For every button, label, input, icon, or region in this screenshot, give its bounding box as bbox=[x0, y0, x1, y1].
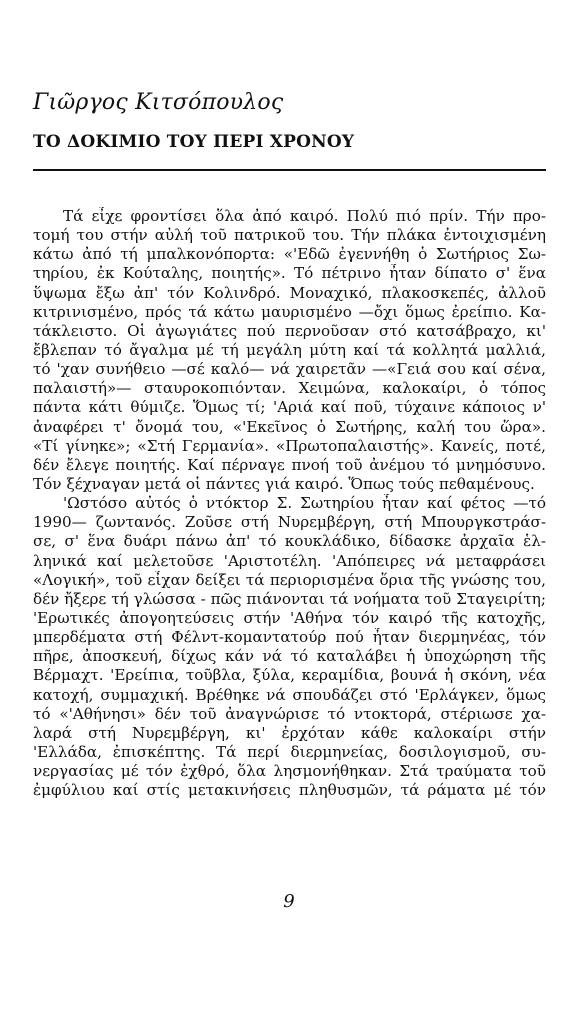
text-line: «Τί γίνηκε»; «Στή Γερμανία». «Πρωτοπαλαιστής». Κανείς, ποτέ, bbox=[33, 436, 546, 455]
text-line: Τόν ξέχναγαν μετά οἱ πάντες γιά καιρό. Ὅπως τούς πεθαμένους. bbox=[33, 474, 535, 493]
title-divider bbox=[33, 169, 546, 171]
text-line: «Λογική», τοῦ εἶχαν δείξει τά περιορισμένα ὅρια τῆς γνώσης του, bbox=[33, 570, 546, 589]
text-line: δέν ἔλεγε ποιητής. Καί πέρναγε πνοή τοῦ ἀνέμου τό μνημόσυνο. bbox=[33, 455, 546, 474]
text-line: Τά εἶχε φροντίσει ὅλα ἀπό καιρό. Πολύ πιό πρίν. Τήν προ- bbox=[63, 207, 546, 225]
text-line: 'Ερωτικές ἀπογοητεύσεις στήν 'Αθήνα τόν καιρό τῆς κατοχῆς, bbox=[33, 608, 546, 627]
text-line: 1990— ζωντανός. Ζοῦσε στή Νυρεμβέργη, στή Μπουργκστράσ- bbox=[33, 513, 546, 532]
text-line: δέν ἤξερε τή γλώσσα - πῶς πιάνονται τά νοήματα τοῦ Σταγειρίτη; bbox=[33, 589, 546, 608]
text-line: ἀναφέρει τ' ὄνομά του, «'Εκεῖνος ὁ Σωτήρης, καλή του ὥρα». bbox=[33, 417, 546, 436]
body-text bbox=[33, 207, 546, 800]
text-line: 'Ωστόσο αὐτός ὁ ντόκτορ Σ. Σωτηρίου ἦταν καί φέτος —τό bbox=[63, 494, 546, 513]
text-line: ληνικά καί μελετοῦσε 'Αριστοτέλη. 'Απόπειρες νά μεταφράσει bbox=[33, 551, 546, 570]
text-line: τηρίου, ἐκ Κούταλης, ποιητής». Τό πέτρινο ἦταν δίπατο σ' ἕνα bbox=[33, 264, 546, 283]
text-line: ἔβλεπαν τό ἄγαλμα μέ τή μεγάλη μύτη καί τά κολλητά μαλλιά, bbox=[33, 340, 546, 359]
page-number: 9 bbox=[283, 891, 295, 912]
text-line: πάντα κάτι θύμιζε. Ὅμως τί; 'Αριά καί ποῦ, τύχαινε κάποιος ν' bbox=[33, 398, 546, 417]
text-line: λαρά στή Νυρεμβέργη, κι' ἐρχόταν κάθε καλοκαίρι στήν bbox=[33, 723, 546, 742]
text-line: τό 'χαν συνήθειο —σέ καλό— νά χαιρετᾶν —«Γειά σου καί σένα, bbox=[33, 360, 546, 379]
text-line: κιτρινισμένο, πρός τά κάτω μαυρισμένο —ὄχι ὅμως ἐρείπιο. Κα- bbox=[33, 302, 546, 321]
text-line: σε, σ' ἕνα δυάρι πάνω ἀπ' τό κουκλάδικο, δίδασκε ἀρχαῖα ἑλ- bbox=[33, 532, 546, 551]
text-line: πῆρε, ἀποσκευή, δίχως κάν νά τό καταλάβει ἡ ὑποχώρηση τῆς bbox=[33, 647, 546, 666]
text-line: μπερδέματα στή Φέλντ-κομαντατούρ πού ἦταν διερμηνέας, τόν bbox=[33, 628, 546, 647]
text-line: τάκλειστο. Οἱ ἀγωγιάτες πού περνοῦσαν στό κατσάβραχο, κι' bbox=[33, 321, 546, 340]
text-line: παλαιστή»— σταυροκοπιόνταν. Χειμώνα, καλοκαίρι, ὁ τόπος bbox=[33, 379, 546, 398]
chapter-title: ΤΟ ΔΟΚΙΜΙΟ ΤΟΥ ΠΕΡΙ ΧΡΟΝΟΥ bbox=[33, 132, 355, 152]
text-line: τομή του στήν αὐλή τοῦ πατρικοῦ του. Τήν πλάκα ἐντοιχισμένη bbox=[33, 226, 546, 245]
text-line: 'Ελλάδα, ἐπισκέπτης. Τά περί διερμηνείας, δοσιλογισμοῦ, συ- bbox=[33, 742, 546, 761]
text-line: ὕψωμα ἔξω ἀπ' τόν Κολινδρό. Μοναχικό, πλακοσκεπές, ἀλλοῦ bbox=[33, 283, 546, 302]
text-line: ἐμφύλιου καί στίς μετακινήσεις πληθυσμῶν, τά ράματα μέ τόν bbox=[33, 781, 546, 800]
author-name: Γιῶργος Κιτσόπουλος bbox=[33, 90, 284, 115]
text-line: κατοχή, συμμαχική. Βρέθηκε νά σπουδάζει στό 'Ερλάγκεν, ὅμως bbox=[33, 685, 546, 704]
text-line: τό «'Αθήνησι» δέν τοῦ ἀναγνώρισε τό ντοκτορά, στέριωσε χα- bbox=[33, 704, 546, 723]
text-line: κάτω ἀπό τή μπαλκονόπορτα: «'Εδῶ ἐγεννήθη ὁ Σωτήριος Σω- bbox=[33, 245, 546, 264]
text-line: Βέρμαχτ. 'Ερείπια, τοῦβλα, ξύλα, κεραμίδια, βουνά ἡ σκόνη, νέα bbox=[33, 666, 546, 685]
text-line: νεργασίας μέ τόν ἐχθρό, ὅλα λησμονήθηκαν. Στά τραύματα τοῦ bbox=[33, 762, 546, 781]
